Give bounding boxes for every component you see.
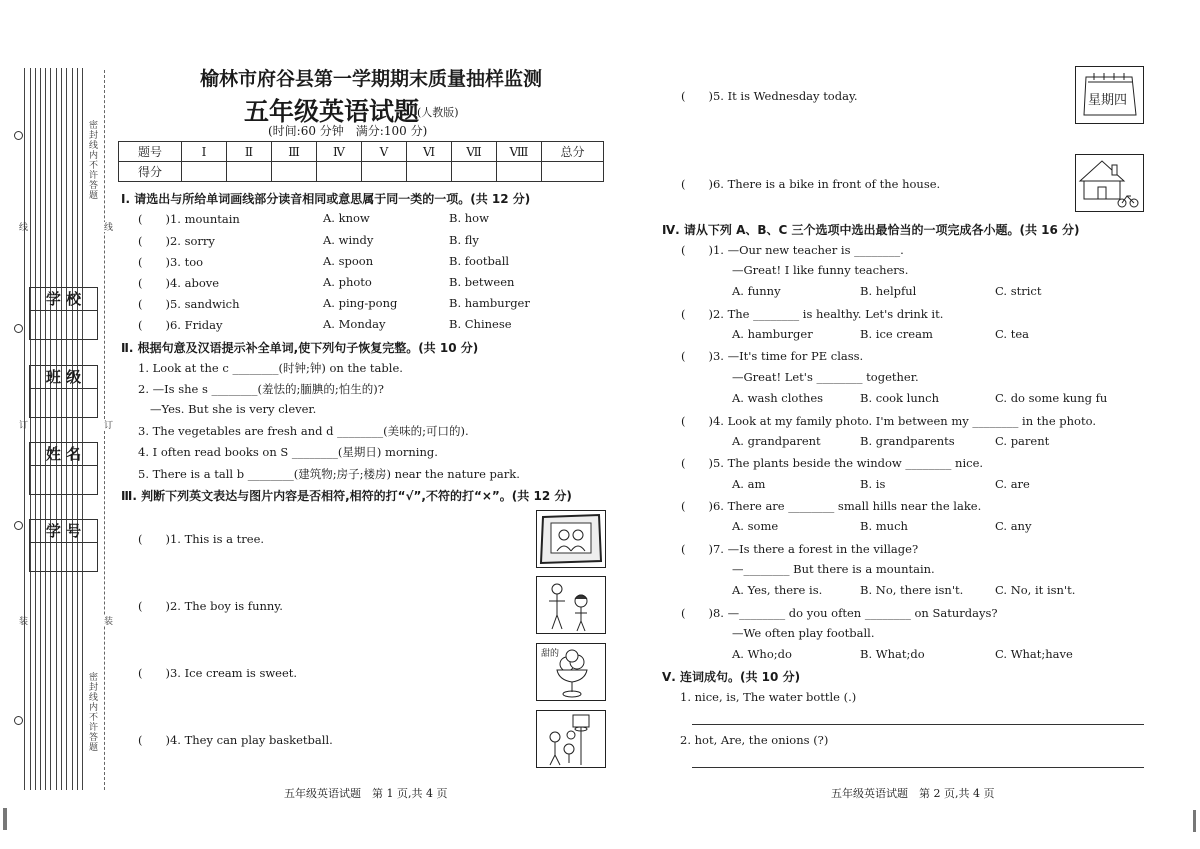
s2-item[interactable]: 2. —Is she s ________(羞怯的;腼腆的;怕生的)? [138,382,384,396]
s4-option-c: C. No, it isn't. [995,583,1076,597]
s4-option-b: B. What;do [860,647,925,661]
s1-option-b: B. football [449,254,510,268]
name-field[interactable] [29,442,98,495]
score-cell[interactable] [452,162,497,182]
class-label: 班 级 [30,366,97,389]
score-col-header: Ⅰ [182,142,227,162]
s4-option-b: B. helpful [860,284,917,298]
s2-item[interactable]: 3. The vegetables are fresh and d ________(美味的;可口的). [138,424,469,438]
sweet-label: 甜的 [541,649,560,659]
margin-bind-char: 装 [17,616,27,626]
s1-option-a: A. Monday [323,317,386,331]
s1-question[interactable]: ( )2. sorry [138,234,215,248]
score-col-header: 题号 [119,142,182,162]
binding-hole [14,521,23,530]
score-col-header: Ⅴ [362,142,407,162]
binding-hole [14,131,23,140]
s4-option-a: A. funny [732,284,781,298]
house-bike-picture [1075,154,1144,212]
page-footer-left: 五年级英语试题 第 1 页,共 4 页 [284,787,448,800]
score-cell[interactable] [227,162,272,182]
score-cell[interactable] [272,162,317,182]
name-label: 姓 名 [30,443,97,466]
s1-question[interactable]: ( )3. too [138,255,204,269]
section-3-title: Ⅲ. 判断下列英文表达与图片内容是否相符,相符的打“√”,不符的打“×”。(共 12 分) [121,489,572,503]
s4-question-line2: —Great! I like funny teachers. [732,263,909,277]
s4-question-line2: —We often play football. [732,626,875,640]
score-row-label: 得分 [119,162,182,182]
s4-option-a: A. Who;do [732,647,792,661]
section-2-title: Ⅱ. 根据句意及汉语提示补全单词,使下列句子恢复完整。(共 10 分) [121,341,479,355]
s4-option-c: C. are [995,477,1030,491]
time-info: (时间:60 分钟 满分:100 分) [268,124,428,138]
s1-option-a: A. photo [323,275,372,289]
edition-label: (人教版) [417,106,459,119]
score-col-header: Ⅲ [272,142,317,162]
binding-hole [14,324,23,333]
s4-option-b: B. grandparents [860,434,955,448]
s4-question[interactable]: ( )8. —________ do you often ________ on Saturdays? [681,606,998,620]
s1-question[interactable]: ( )6. Friday [138,318,223,332]
score-table-header-row [119,142,604,162]
student-id-label: 学 号 [30,520,97,543]
s2-item[interactable]: 4. I often read books on S ________(星期日) morning. [138,445,438,459]
margin-line-char: 线 [17,222,27,232]
page-footer-right: 五年级英语试题 第 2 页,共 4 页 [831,787,995,800]
s4-option-c: C. strict [995,284,1042,298]
s4-option-b: B. ice cream [860,327,933,341]
scan-edge-mark [3,808,7,830]
s5-item: 1. nice, is, The water bottle (.) [680,690,857,704]
score-col-header: 总分 [542,142,604,162]
section-5-title: Ⅴ. 连词成句。(共 10 分) [662,670,801,684]
margin-seal-char: 订 [17,420,27,430]
student-id-field[interactable] [29,519,98,572]
s3-item[interactable]: ( )6. There is a bike in front of the house. [681,177,941,191]
s1-question[interactable]: ( )5. sandwich [138,297,240,311]
s2-item-answer: —Yes. But she is very clever. [150,402,317,416]
s4-option-a: A. Yes, there is. [732,583,823,597]
s4-question[interactable]: ( )4. Look at my family photo. I'm between my ________ in the photo. [681,414,1096,428]
score-col-header: Ⅷ [497,142,542,162]
s2-item[interactable]: 1. Look at the c ________(时钟;钟) on the table. [138,361,403,375]
binding-hole [14,716,23,725]
answer-line[interactable] [692,724,1144,725]
s4-option-c: C. tea [995,327,1029,341]
s4-option-c: C. What;have [995,647,1073,661]
s3-item[interactable]: ( )3. Ice cream is sweet. [138,666,298,680]
s1-option-a: A. know [323,211,370,225]
school-label: 学 校 [30,288,97,311]
score-cell[interactable] [542,162,604,182]
score-table [118,141,604,182]
s1-option-b: B. fly [449,233,479,247]
s2-item[interactable]: 5. There is a tall b ________(建筑物;房子;楼房) near the nature park. [138,467,520,481]
score-cell[interactable] [362,162,407,182]
s1-option-b: B. hamburger [449,296,530,310]
score-cell[interactable] [497,162,542,182]
s1-option-a: A. windy [323,233,374,247]
s4-question[interactable]: ( )7. —Is there a forest in the village? [681,542,919,556]
seal-note-bottom: 密封线内不许答题 [87,672,97,752]
s3-item[interactable]: ( )2. The boy is funny. [138,599,283,613]
s1-question[interactable]: ( )4. above [138,276,220,290]
scan-edge-mark [1193,810,1196,832]
basketball-picture [536,710,606,768]
exam-title-main: 榆林市府谷县第一学期期末质量抽样监测 [200,68,543,90]
margin-line-char: 线 [102,222,112,232]
margin-bind-char: 装 [102,616,112,626]
score-col-header: Ⅶ [452,142,497,162]
s4-question-line2: —Great! Let's ________ together. [732,370,919,384]
s5-item: 2. hot, Are, the onions (?) [680,733,829,747]
seal-note-top: 密封线内不许答题 [87,120,97,200]
section-1-title: Ⅰ. 请选出与所给单词画线部分读音相同或意思属于同一类的一项。(共 12 分) [121,192,531,206]
s4-option-b: B. much [860,519,908,533]
s3-item[interactable]: ( )1. This is a tree. [138,532,265,546]
s4-question[interactable]: ( )5. The plants beside the window ________ nice. [681,456,984,470]
calendar-day-label: 星期四 [1088,93,1128,108]
s4-question[interactable]: ( )6. There are ________ small hills near the lake. [681,499,982,513]
s4-question[interactable]: ( )3. —It's time for PE class. [681,349,864,363]
s4-option-a: A. grandparent [732,434,821,448]
s4-option-c: C. do some kung fu [995,391,1108,405]
section-4-title: Ⅳ. 请从下列 A、B、C 三个选项中选出最恰当的一项完成各小题。(共 16 分) [662,223,1080,237]
s3-item[interactable]: ( )4. They can play basketball. [138,733,333,747]
s4-option-c: C. parent [995,434,1050,448]
ice-cream-picture [536,643,606,701]
score-col-header: Ⅳ [317,142,362,162]
s4-option-c: C. any [995,519,1032,533]
score-col-header: Ⅱ [227,142,272,162]
score-cell[interactable] [407,162,452,182]
s4-option-a: A. hamburger [732,327,813,341]
s1-option-b: B. between [449,275,515,289]
s4-option-b: B. No, there isn't. [860,583,964,597]
s1-option-b: B. how [449,211,489,225]
class-field[interactable] [29,365,98,418]
school-field[interactable] [29,287,98,340]
score-cell[interactable] [182,162,227,182]
s4-question-line2: —________ But there is a mountain. [732,562,935,576]
score-col-header: Ⅵ [407,142,452,162]
s4-option-b: B. cook lunch [860,391,940,405]
score-cell[interactable] [317,162,362,182]
exam-title: 五年级英语试题 [244,97,420,126]
s3-item[interactable]: ( )5. It is Wednesday today. [681,89,858,103]
margin-seal-char: 订 [102,420,112,430]
s1-question[interactable]: ( )1. mountain [138,212,240,226]
s4-question[interactable]: ( )2. The ________ is healthy. Let's drink it. [681,307,944,321]
s4-option-b: B. is [860,477,886,491]
s1-option-a: A. ping-pong [323,296,398,310]
s4-option-a: A. am [732,477,766,491]
calendar-picture [1075,66,1144,124]
s1-option-a: A. spoon [323,254,374,268]
answer-line[interactable] [692,767,1144,768]
s4-option-a: A. some [732,519,779,533]
s4-question[interactable]: ( )1. —Our new teacher is ________. [681,243,904,257]
score-table-score-row [119,162,604,182]
boy-picture [536,576,606,634]
s4-option-a: A. wash clothes [732,391,824,405]
photo-frame-picture [536,510,606,568]
s1-option-b: B. Chinese [449,317,512,331]
